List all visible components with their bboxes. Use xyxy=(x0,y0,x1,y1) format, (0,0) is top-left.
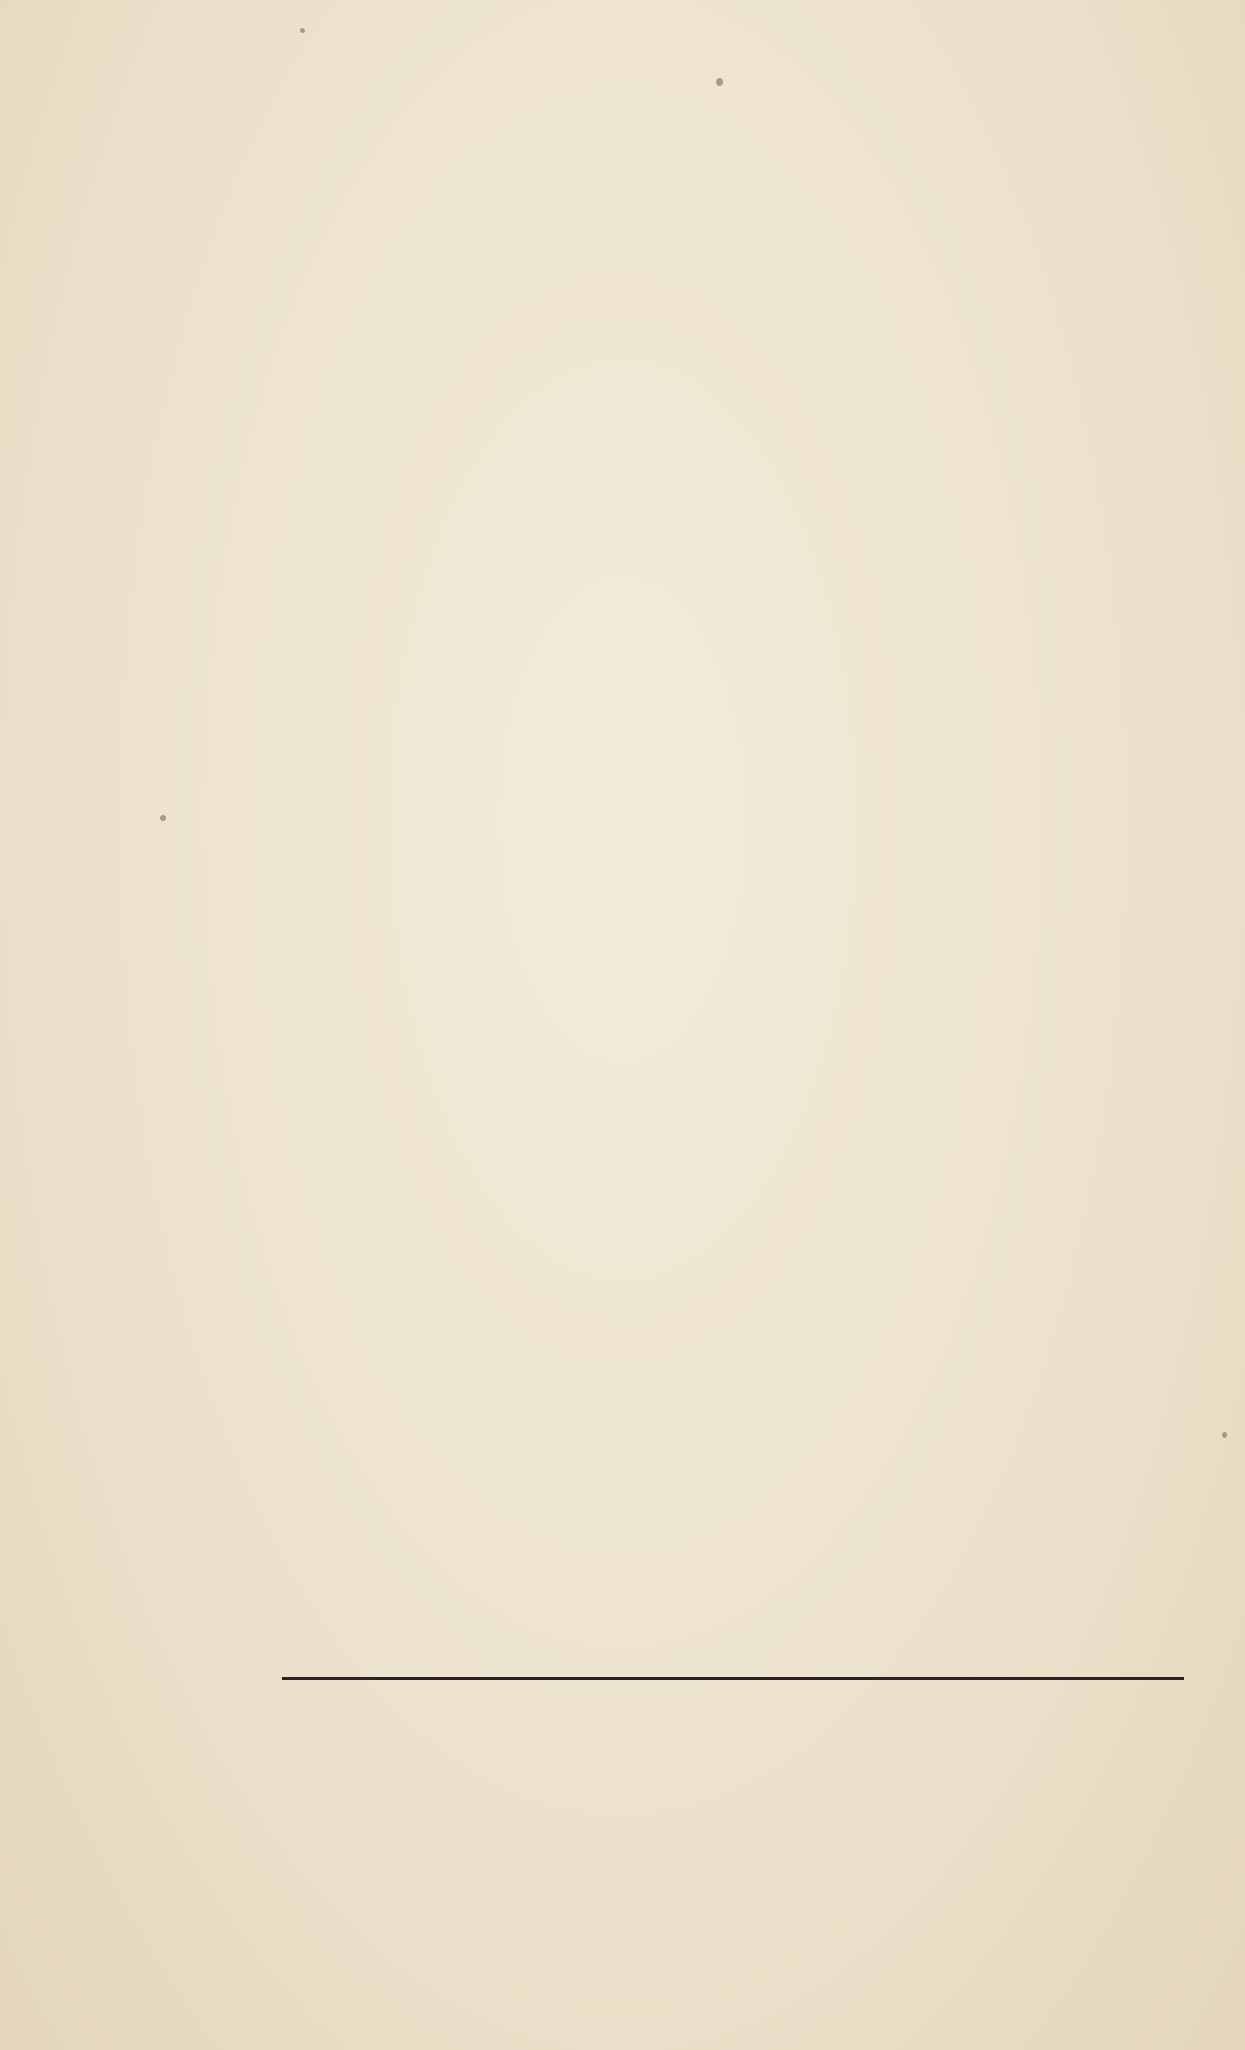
paper-speck xyxy=(1222,1432,1227,1438)
paper-speck xyxy=(300,28,305,33)
paper-speck xyxy=(716,78,723,86)
paper-speck xyxy=(160,815,166,821)
footnote-divider xyxy=(282,1677,1184,1680)
